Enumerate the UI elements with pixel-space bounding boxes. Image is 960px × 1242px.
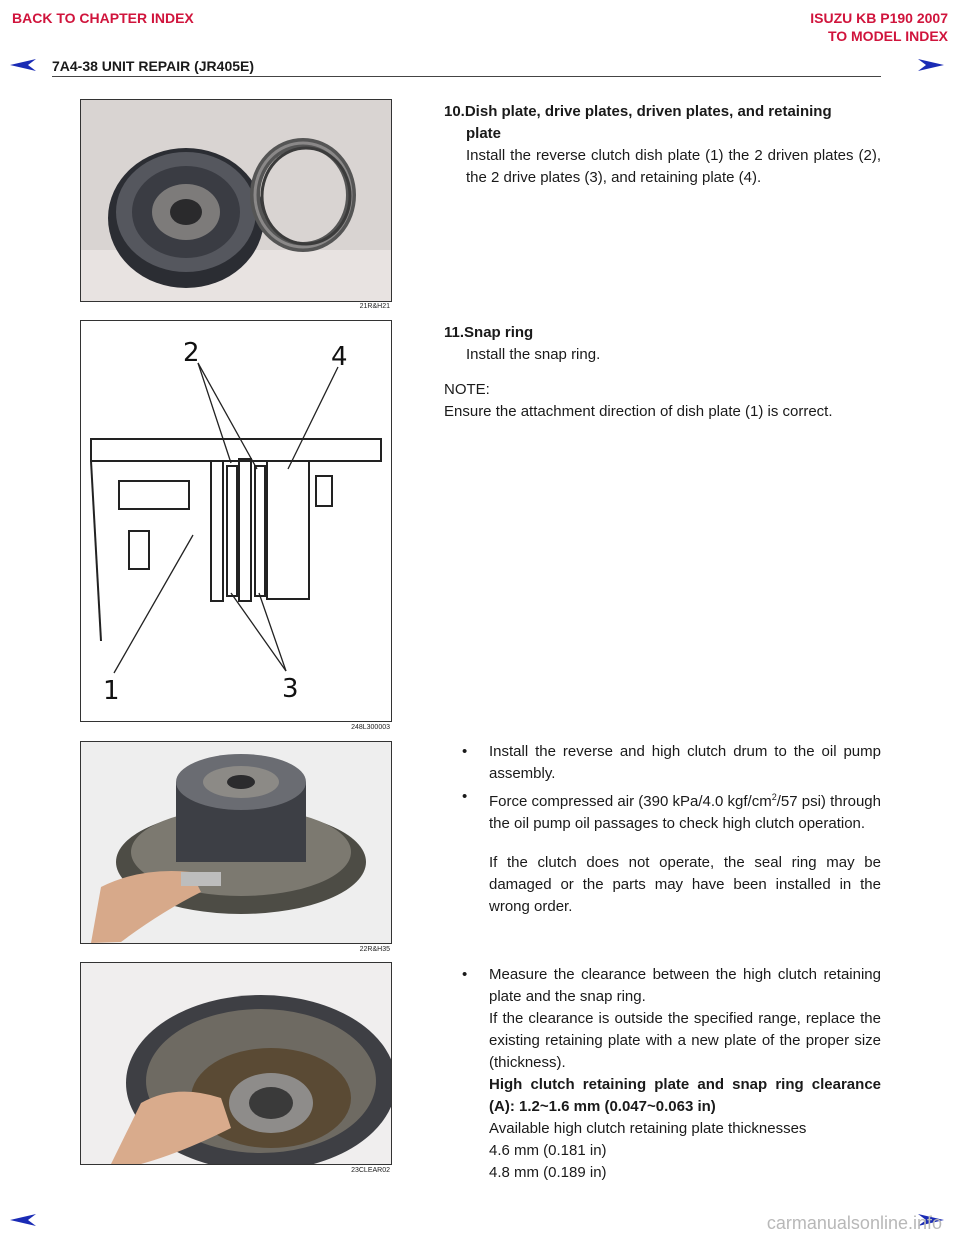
header-divider	[52, 76, 881, 77]
diagram-label-4: 4	[331, 342, 348, 372]
figure-caption: 22R&H35	[359, 946, 390, 953]
figure-caption: 21R&H21	[359, 303, 390, 310]
step-10-heading: 10.Dish plate, drive plates, driven plates, and retaining	[444, 103, 832, 120]
step-11-heading: 11.Snap ring	[444, 324, 534, 341]
available-thickness-label: Available high clutch retaining plate thicknesses	[489, 1120, 807, 1137]
figure-plate-order-diagram	[80, 320, 392, 722]
measure-bullet: • Measure the clearance between the high clutch retaining plate and the snap ring.	[462, 966, 881, 1005]
diagram-label-2: 2	[183, 338, 200, 368]
figure-clutch-drum-plates	[80, 99, 392, 302]
back-to-chapter-index-link[interactable]: BACK TO CHAPTER INDEX	[12, 10, 194, 26]
note-text: Ensure the attachment direction of dish plate (1) is correct.	[444, 403, 833, 420]
thickness-option-2: 4.8 mm (0.189 in)	[489, 1164, 607, 1181]
diagram-label-1: 1	[103, 676, 120, 706]
figure-caption: 23CLEAR02	[351, 1167, 390, 1174]
step-11-body: Install the snap ring.	[466, 346, 601, 363]
bullet-icon: •	[462, 966, 468, 983]
prev-page-arrow-icon[interactable]	[8, 58, 38, 72]
measure-replace-text: If the clearance is outside the specified range, replace the existing retaining plate with a new plate of the proper size (thickness).	[489, 1010, 881, 1071]
check-bullet-1: • Install the reverse and high clutch drum to the oil pump assembly.	[462, 743, 881, 782]
thickness-option-1: 4.6 mm (0.181 in)	[489, 1142, 607, 1159]
note-label: NOTE:	[444, 381, 490, 398]
step-10-body: Install the reverse clutch dish plate (1) the 2 driven plates (2), the 2 drive plates (3), and retaining plate (4).	[466, 147, 881, 186]
to-model-index-link[interactable]: TO MODEL INDEX	[827, 28, 948, 44]
next-page-arrow-icon[interactable]	[916, 58, 946, 72]
page-title: 7A4-38 UNIT REPAIR (JR405E)	[52, 58, 255, 74]
figure-caption: 248L300003	[351, 724, 390, 731]
check-bullet-2: • Force compressed air (390 kPa/4.0 kgf/$cm^2/57$ psi) through the oil pump oil passages to check high clutch operation.	[462, 788, 881, 832]
bullet-icon: •	[462, 788, 468, 805]
check-extra: If the clutch does not operate, the seal ring may be damaged or the parts may have been installed in the wrong order.	[489, 854, 881, 915]
watermark: carmanualsonline.info	[766, 1213, 942, 1233]
clearance-spec: High clutch retaining plate and snap ring clearance (A): 1.2~1.6 mm (0.047~0.063 in)	[489, 1076, 881, 1115]
diagram-label-3: 3	[282, 674, 299, 704]
prev-page-arrow-icon[interactable]	[8, 1213, 38, 1227]
step-10-heading-cont: plate	[466, 125, 502, 142]
bullet-icon: •	[462, 743, 468, 760]
figure-air-check	[80, 741, 392, 944]
figure-clearance-measure	[80, 962, 392, 1165]
model-title: ISUZU KB P190 2007	[810, 10, 948, 26]
